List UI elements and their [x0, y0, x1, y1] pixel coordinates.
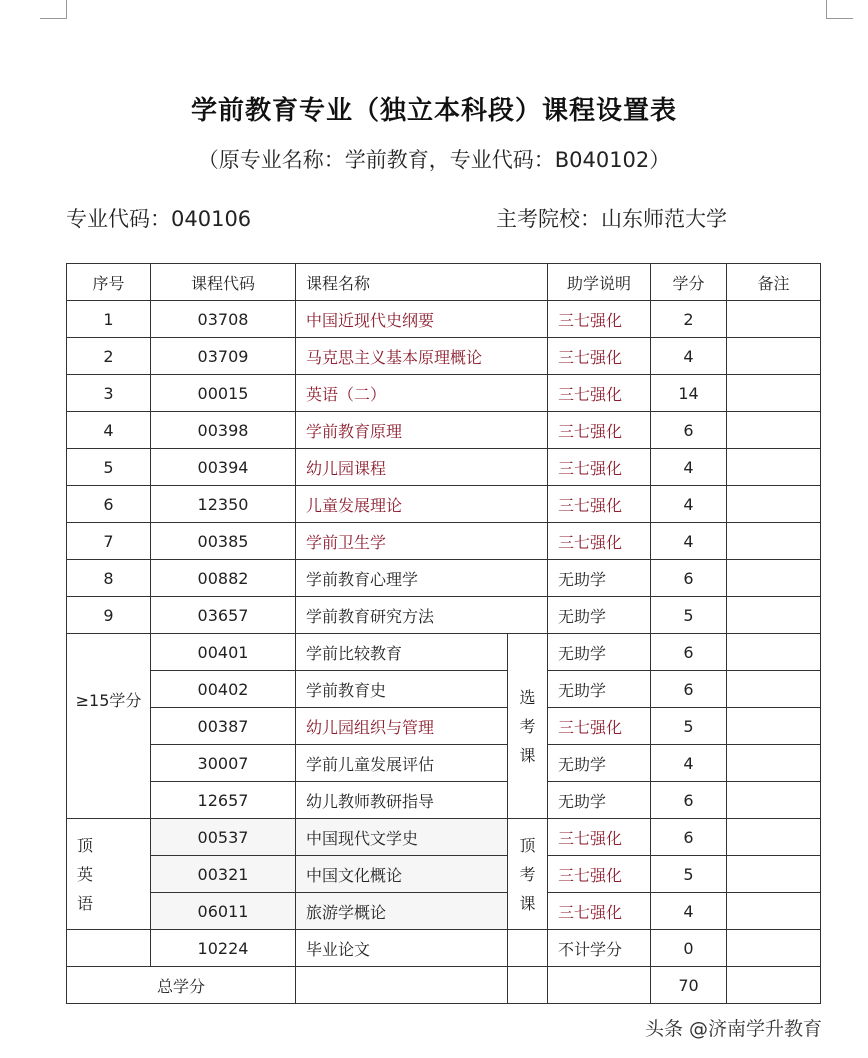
cell-note: 无助学 [548, 634, 651, 671]
table-row [67, 782, 821, 819]
cell-name: 学前教育研究方法 [296, 597, 548, 634]
table-row [67, 597, 821, 634]
cell-remark [727, 375, 821, 412]
cell-remark [727, 523, 821, 560]
cell-code: 00882 [151, 560, 296, 597]
cell-name: 学前比较教育 [296, 634, 508, 671]
cell-note: 三七强化 [548, 819, 651, 856]
cell-code: 06011 [151, 893, 296, 930]
header-no: 序号 [67, 264, 151, 301]
cell-remark [727, 782, 821, 819]
cell-name: 中国文化概论 [296, 856, 508, 893]
cell-name: 幼儿教师教研指导 [296, 782, 508, 819]
total-label: 总学分 [67, 967, 296, 1004]
cell-code: 00398 [151, 412, 296, 449]
cell-code: 03708 [151, 301, 296, 338]
cell-code: 30007 [151, 745, 296, 782]
cell-remark [727, 930, 821, 967]
cell-remark [727, 486, 821, 523]
table-row [67, 523, 821, 560]
cell-credit: 4 [651, 745, 727, 782]
cell-empty [508, 967, 548, 1004]
label-char: 英 [77, 864, 94, 884]
cell-name: 学前儿童发展评估 [296, 745, 508, 782]
cell-note: 无助学 [548, 597, 651, 634]
table-row [67, 486, 821, 523]
cell-code: 00402 [151, 671, 296, 708]
cell-code: 10224 [151, 930, 296, 967]
side-char: 选 [519, 687, 536, 707]
watermark: 头条 @济南学升教育 [645, 1018, 823, 1040]
cell-no: 5 [67, 449, 151, 486]
table-row [67, 301, 821, 338]
cell-no: 8 [67, 560, 151, 597]
side-char: 考 [519, 864, 536, 884]
cell-credit: 14 [651, 375, 727, 412]
table-row [67, 412, 821, 449]
cell-empty [548, 967, 651, 1004]
cell-remark [727, 449, 821, 486]
cell-code: 00321 [151, 856, 296, 893]
cell-note: 三七强化 [548, 486, 651, 523]
cell-remark [727, 412, 821, 449]
cell-name: 学前教育史 [296, 671, 508, 708]
substitute-side-label [508, 819, 548, 930]
cell-credit: 5 [651, 597, 727, 634]
cell-note: 不计学分 [548, 930, 651, 967]
table-row [67, 819, 821, 856]
cell-name: 幼儿园课程 [296, 449, 548, 486]
cell-no: 2 [67, 338, 151, 375]
cell-note: 三七强化 [548, 338, 651, 375]
cell-code: 00387 [151, 708, 296, 745]
page-corner-mark [40, 0, 67, 19]
page-subtitle: （原专业名称：学前教育，专业代码：B040102） [197, 148, 671, 172]
side-char: 考 [519, 716, 536, 736]
cell-code: 00537 [151, 819, 296, 856]
cell-no: 7 [67, 523, 151, 560]
side-char: 课 [519, 893, 536, 913]
table-row [67, 560, 821, 597]
cell-code: 03709 [151, 338, 296, 375]
cell-name: 儿童发展理论 [296, 486, 548, 523]
cell-no: 9 [67, 597, 151, 634]
cell-note: 无助学 [548, 560, 651, 597]
cell-remark [727, 745, 821, 782]
page-title: 学前教育专业（独立本科段）课程设置表 [190, 96, 677, 126]
cell-code: 03657 [151, 597, 296, 634]
page-corner-mark [826, 0, 853, 19]
label-char: 顶 [77, 835, 94, 855]
side-char: 课 [519, 745, 536, 765]
cell-credit: 0 [651, 930, 727, 967]
label-char: 语 [77, 893, 94, 913]
major-code: 专业代码：040106 [66, 207, 252, 231]
cell-note: 三七强化 [548, 301, 651, 338]
cell-credit: 4 [651, 449, 727, 486]
table-row [67, 856, 821, 893]
header-name: 课程名称 [296, 264, 548, 301]
cell-name: 中国现代文学史 [296, 819, 508, 856]
table-row [67, 634, 821, 671]
cell-note: 无助学 [548, 745, 651, 782]
cell-credit: 4 [651, 523, 727, 560]
header-code: 课程代码 [151, 264, 296, 301]
cell-credit: 2 [651, 301, 727, 338]
cell-note: 三七强化 [548, 412, 651, 449]
cell-remark [727, 338, 821, 375]
cell-empty [727, 967, 821, 1004]
cell-note: 三七强化 [548, 449, 651, 486]
total-row [67, 967, 821, 1004]
cell-name: 毕业论文 [296, 930, 508, 967]
table-header-row [67, 264, 821, 301]
cell-code: 00401 [151, 634, 296, 671]
cell-code: 00385 [151, 523, 296, 560]
cell-note: 三七强化 [548, 708, 651, 745]
cell-credit: 6 [651, 412, 727, 449]
cell-no: 4 [67, 412, 151, 449]
cell-credit: 6 [651, 671, 727, 708]
cell-no: 3 [67, 375, 151, 412]
cell-note: 三七强化 [548, 523, 651, 560]
cell-credit: 5 [651, 708, 727, 745]
cell-note: 三七强化 [548, 893, 651, 930]
cell-note: 无助学 [548, 782, 651, 819]
cell-note: 无助学 [548, 671, 651, 708]
cell-credit: 6 [651, 819, 727, 856]
cell-name: 学前教育原理 [296, 412, 548, 449]
cell-remark [727, 856, 821, 893]
cell-code: 12350 [151, 486, 296, 523]
cell-remark [727, 560, 821, 597]
cell-name: 中国近现代史纲要 [296, 301, 548, 338]
cell-name: 旅游学概论 [296, 893, 508, 930]
cell-empty [508, 930, 548, 967]
table-row [67, 671, 821, 708]
exam-school: 主考院校：山东师范大学 [496, 207, 727, 231]
elective-group-label: ≥15学分 [67, 634, 151, 819]
header-credit: 学分 [651, 264, 727, 301]
cell-credit: 4 [651, 893, 727, 930]
cell-credit: 6 [651, 782, 727, 819]
cell-empty [67, 930, 151, 967]
cell-remark [727, 634, 821, 671]
table-row [67, 449, 821, 486]
side-char: 顶 [519, 835, 536, 855]
header-remark: 备注 [727, 264, 821, 301]
cell-remark [727, 708, 821, 745]
table-row [67, 893, 821, 930]
course-table [66, 263, 821, 1004]
table-row [67, 338, 821, 375]
cell-note: 三七强化 [548, 856, 651, 893]
cell-name: 学前卫生学 [296, 523, 548, 560]
cell-remark [727, 301, 821, 338]
cell-no: 1 [67, 301, 151, 338]
substitute-group-label [67, 819, 151, 930]
cell-credit: 4 [651, 338, 727, 375]
total-credit: 70 [651, 967, 727, 1004]
cell-remark [727, 819, 821, 856]
cell-credit: 6 [651, 560, 727, 597]
cell-credit: 6 [651, 634, 727, 671]
cell-note: 三七强化 [548, 375, 651, 412]
elective-side-label [508, 634, 548, 819]
cell-credit: 4 [651, 486, 727, 523]
cell-name: 学前教育心理学 [296, 560, 548, 597]
cell-remark [727, 893, 821, 930]
cell-name: 马克思主义基本原理概论 [296, 338, 548, 375]
table-row [67, 375, 821, 412]
thesis-row [67, 930, 821, 967]
table-row [67, 745, 821, 782]
cell-code: 12657 [151, 782, 296, 819]
cell-code: 00015 [151, 375, 296, 412]
cell-remark [727, 671, 821, 708]
cell-code: 00394 [151, 449, 296, 486]
cell-name: 英语（二） [296, 375, 548, 412]
table-row [67, 708, 821, 745]
cell-no: 6 [67, 486, 151, 523]
cell-credit: 5 [651, 856, 727, 893]
cell-remark [727, 597, 821, 634]
cell-empty [296, 967, 508, 1004]
cell-name: 幼儿园组织与管理 [296, 708, 508, 745]
header-note: 助学说明 [548, 264, 651, 301]
